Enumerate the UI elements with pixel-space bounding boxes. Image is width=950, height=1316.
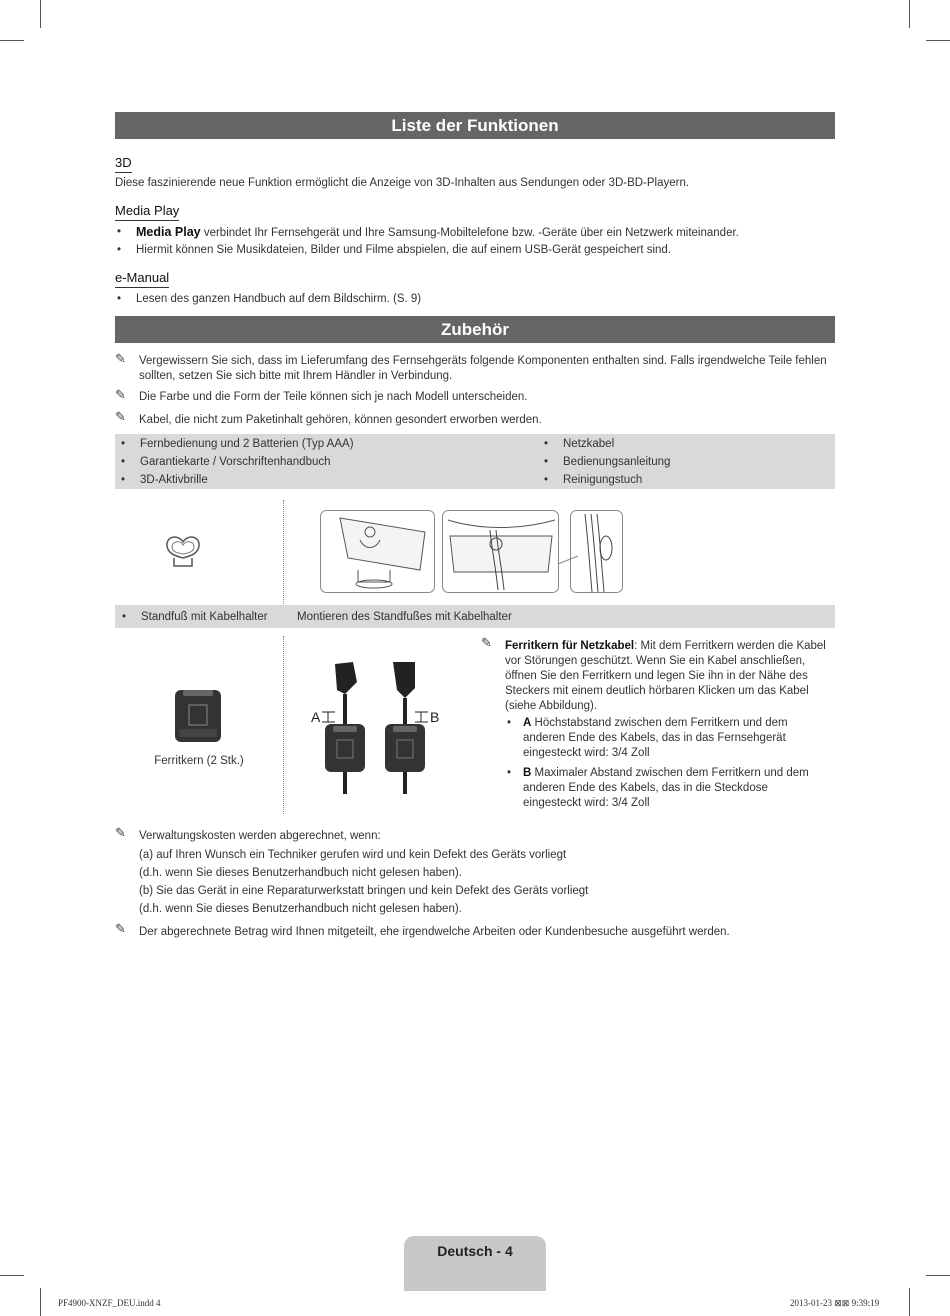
pencil-note-icon: ✎ [115,921,126,936]
pencil-note-icon: ✎ [115,409,126,424]
bullet-dot: • [544,474,549,486]
ferrite-core-illustration [174,689,222,743]
admin-line-2: (d.h. wenn Sie dieses Benutzerhandbuch nicht gelesen haben). [139,867,462,879]
bullet-dot: • [544,456,549,468]
accessory-right-1: Netzkabel [563,438,615,450]
pencil-note-icon: ✎ [115,825,126,840]
media-play-text-2: Hiermit können Sie Musikdateien, Bilder und Filme abspielen, die auf einem USB-Gerät gespeichert sind. [136,244,672,256]
divider [283,500,284,604]
label-a: A [311,709,321,725]
bullet-dot: • [544,438,549,450]
section-banner-funktionen: Liste der Funktionen [115,112,835,139]
note-cables: Kabel, die nicht zum Paketinhalt gehören, können gesondert erworben werden. [139,414,542,426]
bullet-dot: • [507,717,512,729]
accessory-right-3: Reinigungstuch [563,474,643,486]
heading-3d: 3D [115,155,132,173]
bullet-dot: • [121,474,126,486]
stand-mount-label: Montieren des Standfußes mit Kabelhalter [297,611,512,623]
ferrite-cable-illustration [305,660,445,796]
ferrite-b-text: Maximaler Abstand zwischen dem Ferritkern und dem anderen Ende des Kabels, das in die Steckdose eingesteckt wird: 3/4 Zoll [523,767,809,809]
admin-line-1: (a) auf Ihren Wunsch ein Techniker gerufen wird und kein Defekt des Geräts vorliegt [139,849,567,861]
ferrite-label: Ferritkern (2 Stk.) [154,755,244,767]
bullet-dot: • [121,456,126,468]
section-banner-zubehoer: Zubehör [115,316,835,343]
bullet-dot: • [117,293,122,305]
accessory-left-2: Garantiekarte / Vorschriftenhandbuch [140,456,331,468]
bullet-dot: • [121,438,126,450]
admin-line-4: (d.h. wenn Sie dieses Benutzerhandbuch nicht gelesen haben). [139,903,462,915]
media-play-text: verbindet Ihr Fernsehgerät und Ihre Samsung-Mobiltelefone bzw. -Geräte über ein Netzwerk miteinander. [200,227,739,239]
ferrite-note [505,639,827,714]
bullet-dot: • [117,226,122,238]
note-contents: Vergewissern Sie sich, dass im Lieferumfang des Fernsehgeräts folgende Komponenten enthalten sind. Falls irgendwelche Teile fehlen sollten, setzen Sie sich bitte mit Ihrem Händler in Verbindung. [139,355,827,382]
accessory-right-2: Bedienungsanleitung [563,456,671,468]
page-number-tab: Deutsch - 4 [404,1236,546,1291]
admin-line-3: (b) Sie das Gerät in eine Reparaturwerkstatt bringen und kein Defekt des Geräts vorliegt [139,885,589,897]
heading-emanual: e-Manual [115,270,169,288]
bullet-dot: • [507,767,512,779]
pencil-note-icon: ✎ [481,635,492,650]
emanual-text: Lesen des ganzen Handbuch auf dem Bildschirm. (S. 9) [136,293,422,305]
admin-final: Der abgerechnete Betrag wird Ihnen mitgeteilt, ehe irgendwelche Arbeiten oder Kundenbesuche ausgeführt werden. [139,926,730,938]
text-3d: Diese faszinierende neue Funktion ermöglicht die Anzeige von 3D-Inhalten aus Sendungen oder 3D-BD-Playern. [115,177,690,189]
label-b: B [430,709,440,725]
divider [283,636,284,814]
pencil-note-icon: ✎ [115,387,126,402]
ferrite-a-text: Höchstabstand zwischen dem Ferritkern und dem anderen Ende des Kabels, das in das Fernsehgerät eingesteckt wird: 3/4 Zoll [523,717,788,759]
accessory-left-1: Fernbedienung und 2 Batterien (Typ AAA) [140,438,354,450]
ferrite-note-bold: Ferritkern für Netzkabel [505,640,635,652]
admin-intro: Verwaltungskosten werden abgerechnet, wenn: [139,830,381,842]
media-play-bold: Media Play [136,225,201,239]
bullet-dot: • [117,244,122,256]
accessory-left-3: 3D-Aktivbrille [140,474,208,486]
stand-mounting-illustration [320,510,625,594]
note-color: Die Farbe und die Form der Teile können sich je nach Modell unterscheiden. [139,391,528,403]
ferrite-note-text: : Mit dem Ferritkern werden die Kabel vor Störungen geschützt. Wenn Sie ein Kabel anschließen, öffnen Sie den Ferritkern und legen Sie ihn in der Nähe des Steckers mit einem deutlich hörbaren Klicken um das Kabel (siehe Abbildung). [505,640,826,712]
cable-holder-illustration [160,528,206,572]
footer-file: PF4900-XNZF_DEU.indd 4 [58,1298,161,1308]
pencil-note-icon: ✎ [115,351,126,366]
stand-label: Standfuß mit Kabelhalter [141,611,268,623]
heading-media-play: Media Play [115,203,179,221]
bullet-dot: • [122,611,127,623]
footer-timestamp: 2013-01-23 ⊠⊠ 9:39:19 [790,1298,880,1308]
ferrite-b-bold: B [523,767,532,779]
ferrite-a-bold: A [523,717,532,729]
